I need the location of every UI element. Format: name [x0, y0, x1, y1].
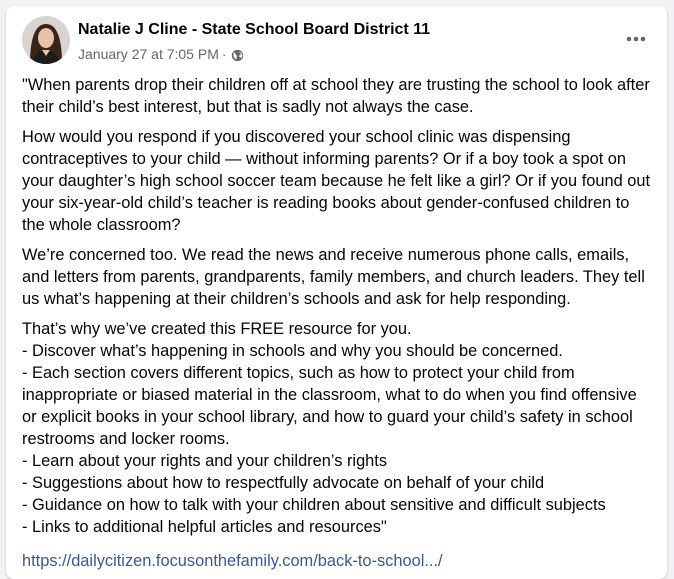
post-header [22, 16, 651, 64]
avatar[interactable] [22, 16, 70, 64]
post-paragraph: How would you respond if you discovered your school clinic was dispensing contraceptives to your child — without informing parents? Or if a boy took a spot on your daughter’s high school soccer team because he felt like a girl? Or if you found out your six-year-old child’s teacher is reading books about gender-confused children to the whole classroom? [22, 128, 651, 234]
post-paragraph: We’re concerned too. We read the news and receive numerous phone calls, emails, and letters from parents, grandparents, family members, and church leaders. They tell us what’s happening at their children’s schools and ask for help responding. [22, 246, 645, 308]
more-options-button[interactable] [621, 24, 651, 54]
author-name[interactable]: Natalie J Cline - State School Board District 11 [78, 21, 431, 38]
post-card [6, 6, 667, 579]
post-body [22, 74, 655, 572]
post-paragraph: "When parents drop their children off at school they are trusting the school to look after their child’s best interest, but that is sadly not always the case. [22, 76, 650, 116]
post-link[interactable]: https://dailycitizen.focusonthefamily.com/back-to-school.../ [22, 552, 443, 570]
post-meta [78, 20, 430, 63]
post-timestamp[interactable]: January 27 at 7:05 PM [78, 46, 219, 62]
more-options-icon [626, 36, 646, 42]
post-subline [78, 45, 430, 63]
post-paragraph: That’s why we’ve created this FREE resource for you. - Discover what’s happening in schools and why you should be concerned. - Each section covers different topics, such as how to protect your child from inappropriate or biased material in the classroom, what to do when you find offensive or explicit books in your school library, and how to guard your child’s safety in school restrooms and locker rooms. - Learn about your rights and your children’s rights - Suggestions about how to respectfully advocate on behalf of your child - Guidance on how to talk with your children about sensitive and difficult subjects - Links to additional helpful articles and resources" [22, 320, 637, 536]
meta-separator: · [221, 46, 227, 62]
globe-icon [231, 48, 244, 61]
